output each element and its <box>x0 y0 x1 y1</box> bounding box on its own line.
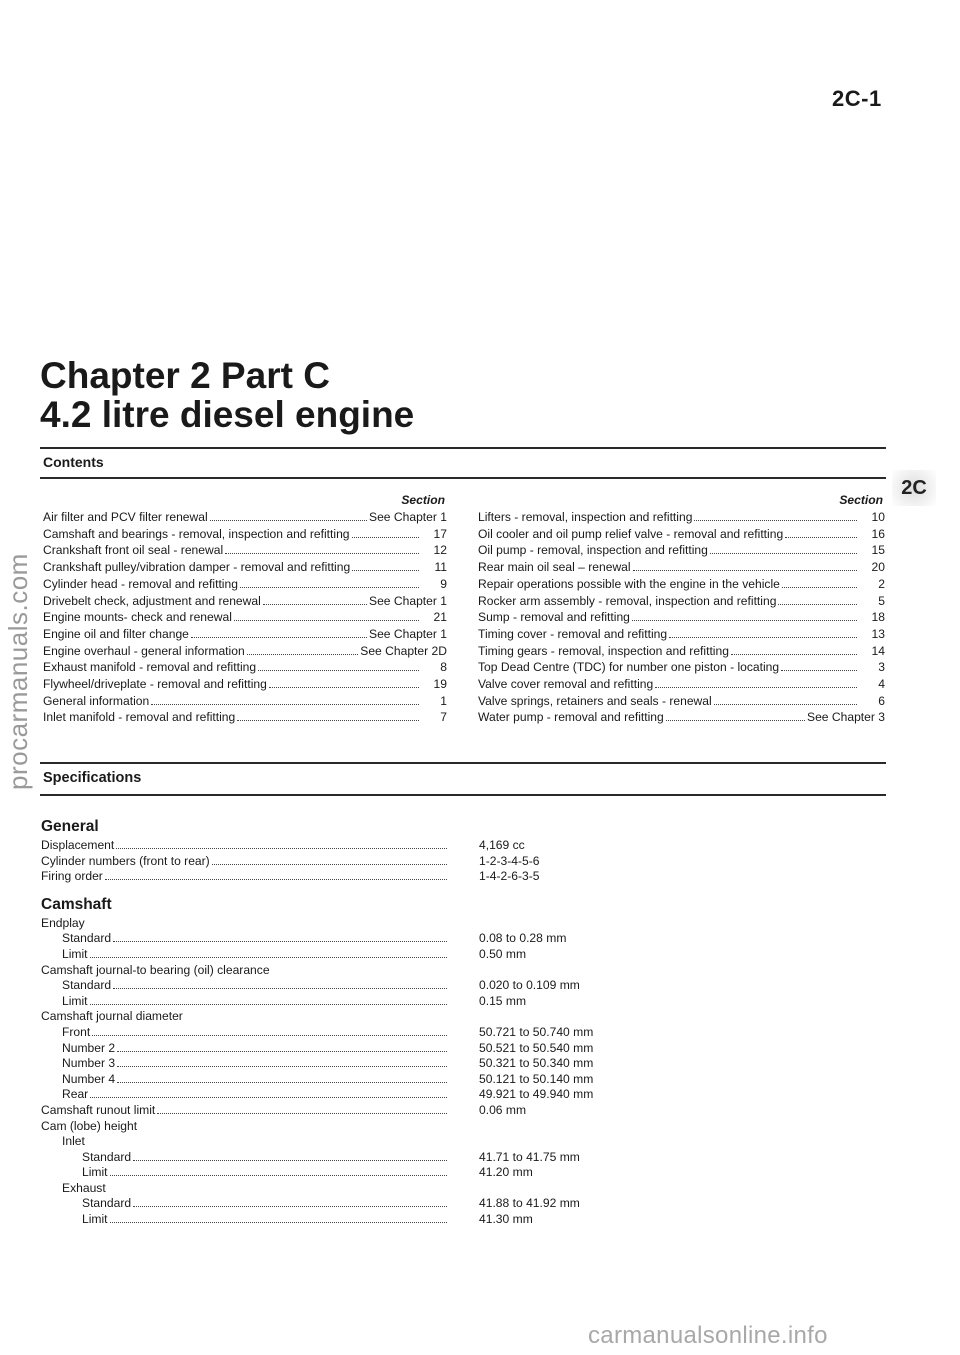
general-heading: General <box>41 818 99 835</box>
contents-heading: Contents <box>43 454 104 470</box>
spec-row: Standard 0.08 to 0.28 mm <box>62 931 567 946</box>
toc-item[interactable]: Engine mounts- check and renewal 21 <box>43 610 447 625</box>
toc-item[interactable]: Exhaust manifold - removal and refitting 8 <box>43 660 447 675</box>
spec-row: Displacement 4,169 cc <box>41 838 525 852</box>
spec-row: Rear 49.921 to 49.940 mm <box>62 1087 594 1102</box>
toc-item[interactable]: Repair operations possible with the engine in the vehicle 2 <box>478 576 885 591</box>
spec-subheading: Cam (lobe) height <box>41 1118 138 1133</box>
toc-item[interactable]: Engine overhaul - general information See Chapter 2D <box>43 643 447 658</box>
toc-item[interactable]: Water pump - removal and refitting See Chapter 3 <box>478 710 885 725</box>
toc-item[interactable]: Camshaft and bearings - removal, inspection and refitting 17 <box>43 526 447 541</box>
toc-item[interactable]: Timing gears - removal, inspection and refitting 14 <box>478 643 885 658</box>
contents-left-column <box>43 491 447 726</box>
chapter-title: Chapter 2 Part C <box>40 355 330 396</box>
specifications-top-rule <box>40 762 886 764</box>
chapter-tab[interactable]: 2C <box>892 470 936 506</box>
contents-rule <box>40 477 886 479</box>
toc-item[interactable]: Oil pump - removal, inspection and refitting 15 <box>478 543 885 558</box>
toc-item[interactable]: Lifters - removal, inspection and refitting 10 <box>478 510 885 524</box>
spec-row: Standard 41.71 to 41.75 mm <box>82 1149 580 1164</box>
toc-item[interactable]: Flywheel/driveplate - removal and refitting 19 <box>43 677 447 692</box>
footer-watermark: carmanualsonline.info <box>588 1322 828 1349</box>
page-number: 2C-1 <box>832 86 882 111</box>
spec-row: Number 4 50.121 to 50.140 mm <box>62 1071 594 1086</box>
engine-title: 4.2 litre diesel engine <box>40 394 415 435</box>
spec-row: Limit 0.50 mm <box>62 946 527 961</box>
spec-row: Front 50.721 to 50.740 mm <box>62 1024 594 1039</box>
specifications-table <box>41 813 601 1228</box>
spec-subheading: Inlet <box>62 1134 85 1149</box>
toc-item[interactable]: Valve cover removal and refitting 4 <box>478 677 885 692</box>
spec-row: Cylinder numbers (front to rear) 1-2-3-4-5-6 <box>41 853 540 868</box>
toc-item[interactable]: Crankshaft front oil seal - renewal 12 <box>43 543 447 558</box>
toc-item[interactable]: Sump - removal and refitting 18 <box>478 610 885 625</box>
toc-item[interactable]: Timing cover - removal and refitting 13 <box>478 626 885 641</box>
contents-right-column <box>478 491 885 726</box>
side-watermark: procarmanuals.com <box>3 553 33 790</box>
toc-item[interactable]: Air filter and PCV filter renewal See Chapter 1 <box>43 510 447 524</box>
toc-item[interactable]: Engine oil and filter change See Chapter 1 <box>43 626 447 641</box>
toc-item[interactable]: General information 1 <box>43 693 447 708</box>
section-column-header: Section <box>839 493 883 507</box>
spec-subheading: Exhaust <box>62 1180 106 1195</box>
spec-row: Number 2 50.521 to 50.540 mm <box>62 1040 594 1055</box>
toc-item[interactable]: Drivebelt check, adjustment and renewal See Chapter 1 <box>43 593 447 608</box>
spec-row: Number 3 50.321 to 50.340 mm <box>62 1056 594 1071</box>
toc-item[interactable]: Oil cooler and oil pump relief valve - removal and refitting 16 <box>478 526 885 541</box>
spec-row: Limit 0.15 mm <box>62 993 527 1008</box>
toc-item[interactable]: Cylinder head - removal and refitting 9 <box>43 576 447 591</box>
specifications-heading: Specifications <box>43 770 142 786</box>
toc-item[interactable]: Top Dead Centre (TDC) for number one piston - locating 3 <box>478 660 885 675</box>
toc-item[interactable]: Inlet manifold - removal and refitting 7 <box>43 710 447 725</box>
camshaft-heading: Camshaft <box>41 895 112 913</box>
title-rule <box>40 447 886 449</box>
spec-row: Firing order 1-4-2-6-3-5 <box>41 869 540 884</box>
section-column-header: Section <box>401 493 445 507</box>
toc-item[interactable]: Rear main oil seal – renewal 20 <box>478 560 885 575</box>
spec-subheading: Camshaft journal diameter <box>41 1009 183 1024</box>
specifications-bottom-rule <box>40 794 886 796</box>
spec-subheading: Endplay <box>41 915 85 930</box>
spec-row: Standard 41.88 to 41.92 mm <box>82 1196 580 1211</box>
toc-item[interactable]: Crankshaft pulley/vibration damper - removal and refitting 11 <box>43 560 447 575</box>
spec-row: Camshaft runout limit 0.06 mm <box>41 1102 527 1117</box>
spec-row: Limit 41.20 mm <box>82 1165 533 1180</box>
toc-item[interactable]: Rocker arm assembly - removal, inspection and refitting 5 <box>478 593 885 608</box>
spec-row: Limit 41.30 mm <box>82 1212 533 1227</box>
spec-row: Standard 0.020 to 0.109 mm <box>62 978 580 993</box>
spec-subheading: Camshaft journal-to bearing (oil) clearance <box>41 962 270 977</box>
toc-item[interactable]: Valve springs, retainers and seals - renewal 6 <box>478 693 885 708</box>
